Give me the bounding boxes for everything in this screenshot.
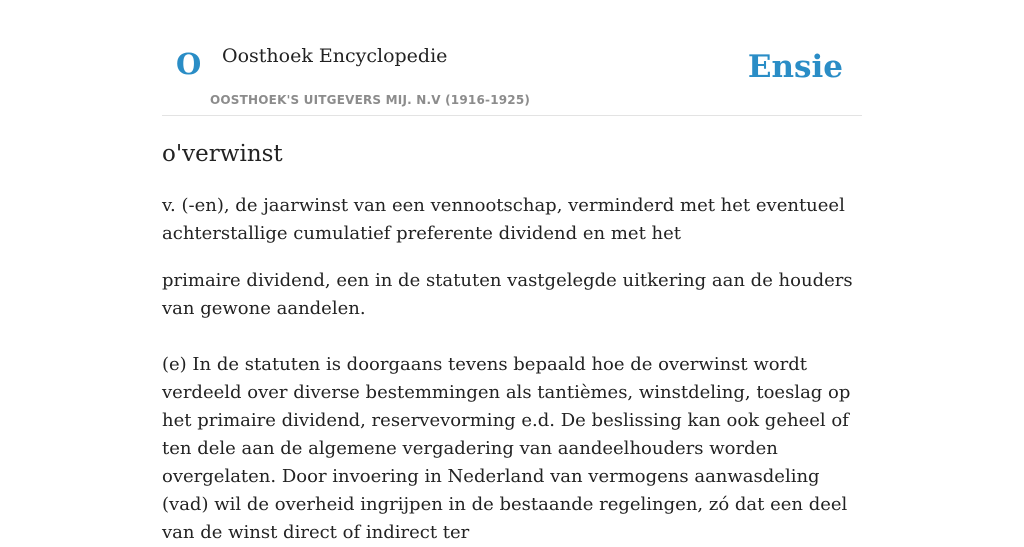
site-header xyxy=(162,0,862,116)
entry-paragraph: primaire dividend, een in de statuten vastgelegde uitkering aan de houders van gewone aandelen. xyxy=(162,270,853,319)
publisher-subtitle: OOSTHOEK'S UITGEVERS MIJ. N.V (1916-1925) xyxy=(210,93,531,107)
entry-title: o'verwinst xyxy=(162,141,283,167)
encyclopedia-title[interactable]: Oosthoek Encyclopedie xyxy=(222,45,448,67)
index-letter[interactable]: O xyxy=(176,47,202,81)
entry-paragraph: (e) In de statuten is doorgaans tevens bepaald hoe de overwinst wordt verdeeld over diverse bestemmingen als tantièmes, winstdeling, toeslag op het primaire dividend, reservevorming e.d. De beslissing kan ook geheel of ten dele aan de algemene vergadering van aandeelhouders worden overgelaten. Door invoering in Nederland van vermogens aanwasdeling (vad) wil de overheid ingrijpen in de bestaande regelingen, zó dat een deel van de winst direct of indirect ter xyxy=(162,354,851,543)
entry-paragraph: v. (-en), de jaarwinst van een vennootschap, verminderd met het eventueel achterstallige cumulatief preferente dividend en met het xyxy=(162,195,845,244)
ensie-logo-link[interactable]: Ensie xyxy=(747,49,843,85)
